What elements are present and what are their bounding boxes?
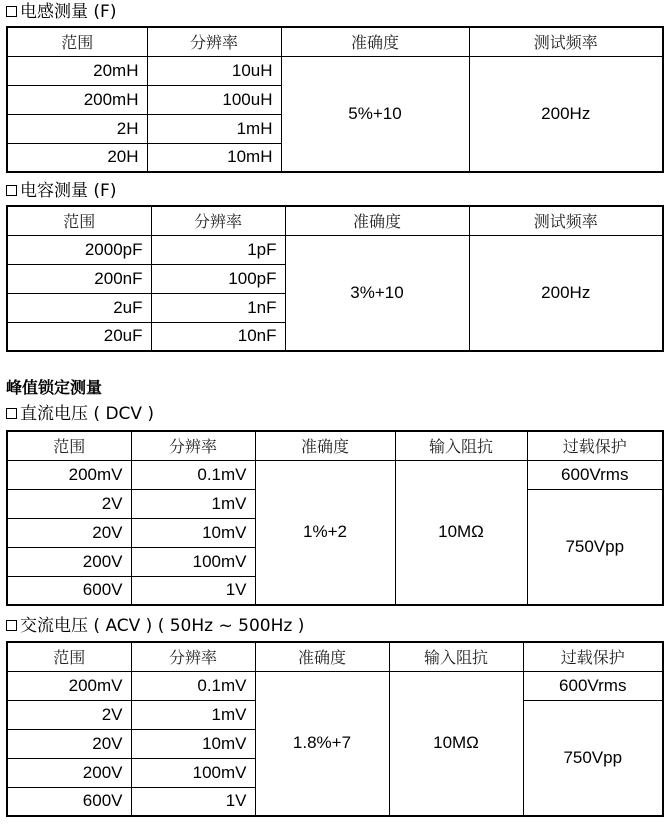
header-range: 范围	[7, 206, 151, 235]
capacitance-title-text: 电容测量 (F)	[20, 181, 117, 201]
resolution-cell: 1nF	[151, 293, 285, 322]
accuracy-cell: 1%+2	[255, 460, 395, 605]
header-range: 范围	[7, 27, 147, 56]
checkbox-bullet-icon	[6, 408, 17, 419]
range-cell: 20V	[7, 729, 131, 758]
range-cell: 200mH	[7, 85, 147, 114]
test-frequency-cell: 200Hz	[469, 235, 663, 351]
header-input-impedance: 输入阻抗	[395, 431, 527, 460]
resolution-cell: 0.1mV	[131, 671, 255, 700]
range-cell: 2uF	[7, 293, 151, 322]
inductance-section-title	[6, 2, 116, 22]
accuracy-cell: 3%+10	[285, 235, 469, 351]
resolution-cell: 100pF	[151, 264, 285, 293]
dcv-section-title	[6, 404, 154, 424]
table-header-row	[7, 27, 663, 56]
checkbox-bullet-icon	[6, 185, 17, 196]
table-header-row	[7, 642, 663, 671]
input-impedance-cell: 10MΩ	[395, 460, 527, 605]
range-cell: 600V	[7, 787, 131, 816]
checkbox-bullet-icon	[6, 6, 17, 17]
resolution-cell: 100mV	[131, 758, 255, 787]
range-cell: 200mV	[7, 460, 131, 489]
range-cell: 20mH	[7, 56, 147, 85]
resolution-cell: 100mV	[131, 547, 255, 576]
dcv-title-text: 直流电压 ( DCV )	[20, 404, 155, 424]
table-row	[7, 671, 663, 700]
inductance-title-text: 电感测量 (F)	[20, 2, 117, 22]
resolution-cell: 1mV	[131, 489, 255, 518]
header-resolution: 分辨率	[151, 206, 285, 235]
header-range: 范围	[7, 642, 131, 671]
resolution-cell: 10mV	[131, 518, 255, 547]
resolution-cell: 1V	[131, 787, 255, 816]
table-header-row	[7, 431, 663, 460]
resolution-cell: 10nF	[151, 322, 285, 351]
capacitance-table	[6, 205, 664, 352]
peak-hold-heading: 峰值锁定测量	[6, 378, 103, 397]
checkbox-bullet-icon	[6, 620, 17, 631]
header-accuracy: 准确度	[255, 431, 395, 460]
header-range: 范围	[7, 431, 131, 460]
accuracy-cell: 5%+10	[281, 56, 469, 172]
header-test-frequency: 测试频率	[469, 27, 663, 56]
range-cell: 20uF	[7, 322, 151, 351]
header-overload-protection: 过载保护	[527, 431, 663, 460]
resolution-cell: 1mH	[147, 114, 281, 143]
overload-protection-cell: 750Vpp	[523, 700, 663, 816]
input-impedance-cell: 10MΩ	[389, 671, 523, 816]
resolution-cell: 10mV	[131, 729, 255, 758]
acv-table	[6, 641, 664, 817]
header-resolution: 分辨率	[147, 27, 281, 56]
resolution-cell: 10mH	[147, 143, 281, 172]
header-overload-protection: 过载保护	[523, 642, 663, 671]
table-row	[7, 460, 663, 489]
range-cell: 2000pF	[7, 235, 151, 264]
overload-protection-cell: 750Vpp	[527, 489, 663, 605]
table-row	[7, 235, 663, 264]
range-cell: 200V	[7, 547, 131, 576]
range-cell: 200V	[7, 758, 131, 787]
header-input-impedance: 输入阻抗	[389, 642, 523, 671]
range-cell: 200mV	[7, 671, 131, 700]
resolution-cell: 1mV	[131, 700, 255, 729]
range-cell: 200nF	[7, 264, 151, 293]
test-frequency-cell: 200Hz	[469, 56, 663, 172]
table-row	[7, 56, 663, 85]
dcv-table	[6, 430, 664, 606]
header-accuracy: 准确度	[255, 642, 389, 671]
acv-section-title	[6, 616, 304, 636]
header-resolution: 分辨率	[131, 642, 255, 671]
header-test-frequency: 测试频率	[469, 206, 663, 235]
range-cell: 20V	[7, 518, 131, 547]
range-cell: 600V	[7, 576, 131, 605]
range-cell: 2H	[7, 114, 147, 143]
range-cell: 20H	[7, 143, 147, 172]
overload-protection-cell: 600Vrms	[527, 460, 663, 489]
header-accuracy: 准确度	[281, 27, 469, 56]
range-cell: 2V	[7, 700, 131, 729]
header-resolution: 分辨率	[131, 431, 255, 460]
resolution-cell: 1V	[131, 576, 255, 605]
resolution-cell: 10uH	[147, 56, 281, 85]
resolution-cell: 0.1mV	[131, 460, 255, 489]
inductance-table	[6, 26, 664, 173]
capacitance-section-title	[6, 181, 116, 201]
accuracy-cell: 1.8%+7	[255, 671, 389, 816]
resolution-cell: 1pF	[151, 235, 285, 264]
overload-protection-cell: 600Vrms	[523, 671, 663, 700]
acv-title-text: 交流电压 ( ACV ) ( 50Hz ~ 500Hz )	[20, 616, 305, 636]
range-cell: 2V	[7, 489, 131, 518]
table-header-row	[7, 206, 663, 235]
resolution-cell: 100uH	[147, 85, 281, 114]
header-accuracy: 准确度	[285, 206, 469, 235]
